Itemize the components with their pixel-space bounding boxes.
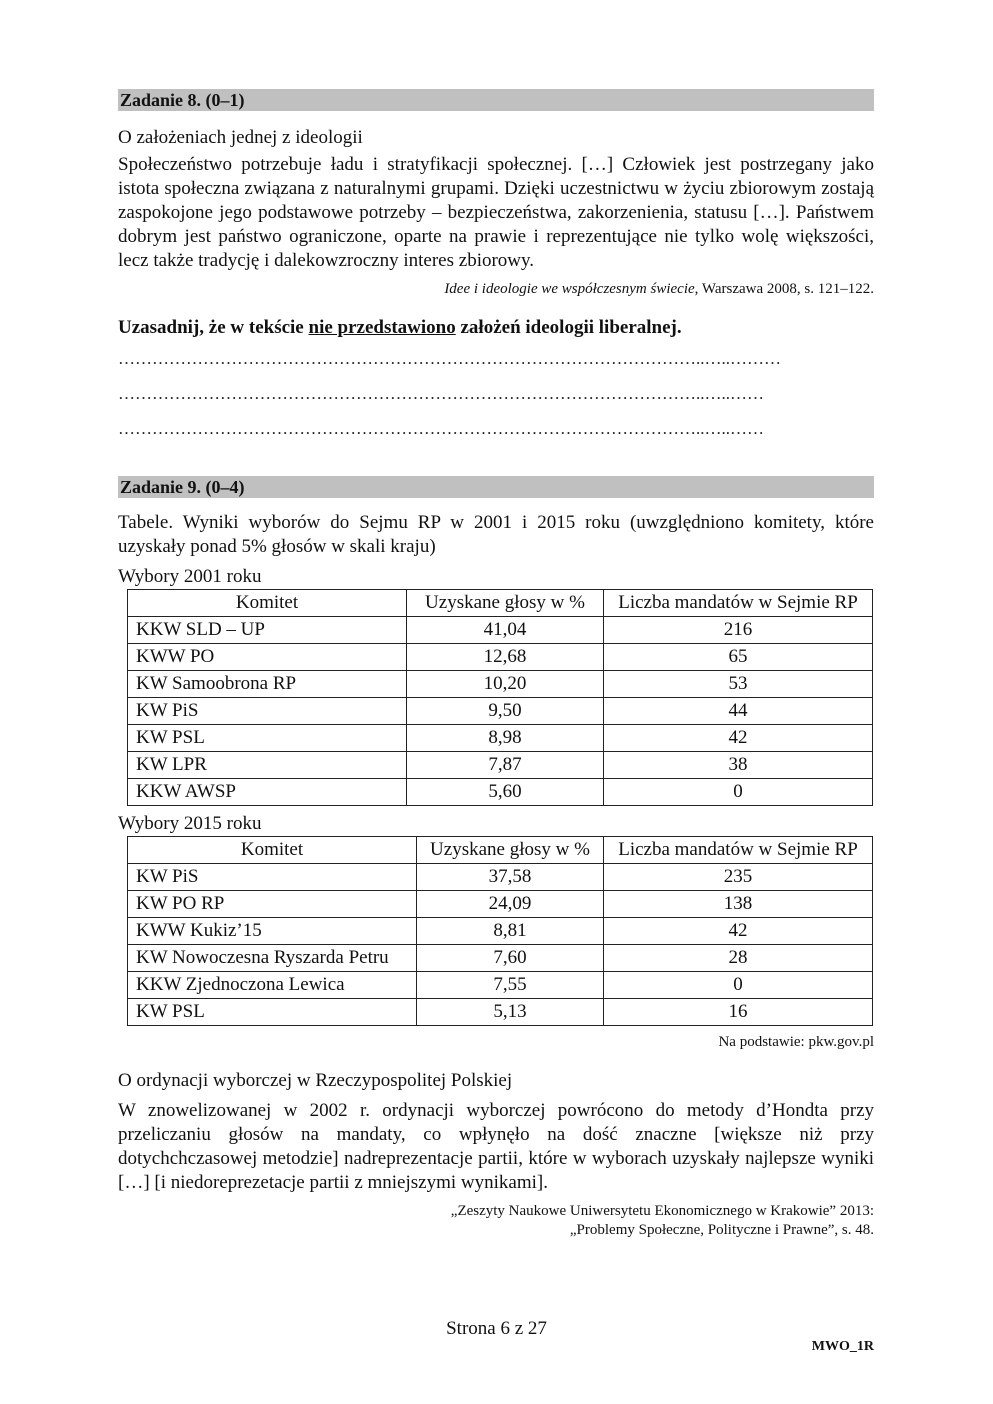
text2-source-line1: „Zeszyty Naukowe Uniwersytetu Ekonomicznego w Krakowie” 2013: xyxy=(450,1203,874,1219)
table-row xyxy=(128,779,873,806)
table-row xyxy=(128,752,873,779)
seats-cell: 138 xyxy=(604,891,873,918)
answer-line[interactable]: …………………………………………………………………………………………..…..……… xyxy=(118,349,781,368)
vote-percent-cell: 7,55 xyxy=(417,972,604,999)
committee-cell: KW Nowoczesna Ryszarda Petru xyxy=(128,945,417,972)
seats-cell: 42 xyxy=(604,918,873,945)
column-header: Uzyskane głosy w % xyxy=(417,837,604,864)
table-header-row xyxy=(128,590,873,617)
committee-cell: KW LPR xyxy=(128,752,407,779)
vote-percent-cell: 8,98 xyxy=(407,725,604,752)
task8-source-rest: , Warszawa 2008, s. 121–122. xyxy=(694,281,874,297)
table-row xyxy=(128,972,873,999)
committee-cell: KKW Zjednoczona Lewica xyxy=(128,972,417,999)
table-row xyxy=(128,725,873,752)
committee-cell: KW Samoobrona RP xyxy=(128,671,407,698)
vote-percent-cell: 37,58 xyxy=(417,864,604,891)
task8-body: Społeczeństwo potrzebuje ładu i stratyfikacji społecznej. […] Człowiek jest postrzegany jako istota społeczna związana z naturalnymi grupami. Dzięki uczestnictwu w życiu zbiorowym zostają zaspokojone jego podstawowe potrzeby – bezpieczeństwa, zakorzenienia, statusu […]. Państwem dobrym jest państwo ograniczone, oparte na prawie i reprezentujące nie tylko wolę większości, lecz także tradycję i dalekowzroczny interes zbiorowy. xyxy=(118,154,874,271)
committee-cell: KWW Kukiz’15 xyxy=(128,918,417,945)
table-row xyxy=(128,891,873,918)
table2015-caption: Wybory 2015 roku xyxy=(118,813,262,834)
task8-intro: O założeniach jednej z ideologii xyxy=(118,127,363,148)
seats-cell: 38 xyxy=(604,752,873,779)
seats-cell: 16 xyxy=(604,999,873,1026)
column-header: Komitet xyxy=(128,837,417,864)
committee-cell: KW PO RP xyxy=(128,891,417,918)
seats-cell: 235 xyxy=(604,864,873,891)
task8-question-post: założeń ideologii liberalnej. xyxy=(455,317,682,338)
committee-cell: KKW SLD – UP xyxy=(128,617,407,644)
vote-percent-cell: 41,04 xyxy=(407,617,604,644)
vote-percent-cell: 10,20 xyxy=(407,671,604,698)
vote-percent-cell: 7,60 xyxy=(417,945,604,972)
task8-header: Zadanie 8. (0–1) xyxy=(118,89,874,111)
column-header: Liczba mandatów w Sejmie RP xyxy=(604,590,873,617)
task8-question-underlined: nie przedstawiono xyxy=(308,317,456,338)
vote-percent-cell: 12,68 xyxy=(407,644,604,671)
task9-intro: Tabele. Wyniki wyborów do Sejmu RP w 2001 i 2015 roku (uwzględniono komitety, które uzyskały ponad 5% głosów w skali kraju) xyxy=(118,512,874,557)
committee-cell: KKW AWSP xyxy=(128,779,407,806)
answer-line[interactable]: …………………………………………………………………………………………..…..…… xyxy=(118,384,764,403)
text2-source-line2: „Problemy Społeczne, Polityczne i Prawne”, s. 48. xyxy=(569,1222,874,1238)
committee-cell: KWW PO xyxy=(128,644,407,671)
table-row xyxy=(128,999,873,1026)
column-header: Uzyskane głosy w % xyxy=(407,590,604,617)
task8-source-title: Idee i ideologie we współczesnym świecie xyxy=(444,281,695,297)
seats-cell: 216 xyxy=(604,617,873,644)
table-row xyxy=(128,617,873,644)
answer-area[interactable] xyxy=(118,349,874,439)
text2-body: W znowelizowanej w 2002 r. ordynacji wyborczej powrócono do metody d’Hondta przy przeliczaniu głosów na mandaty, co wpłynęło na dość znaczne [większe niż przy dotychchczasowej metodzie] nadreprezentacje partii, które w wyborach uzyskały najlepsze wyniki […] [i niedoreprezetacje partii z mniejszymi wynikami]. xyxy=(118,1100,874,1193)
table-row xyxy=(128,864,873,891)
text2-title: O ordynacji wyborczej w Rzeczypospolitej Polskiej xyxy=(118,1070,513,1091)
task9-header: Zadanie 9. (0–4) xyxy=(118,476,874,498)
committee-cell: KW PiS xyxy=(128,864,417,891)
seats-cell: 0 xyxy=(604,779,873,806)
seats-cell: 28 xyxy=(604,945,873,972)
seats-cell: 65 xyxy=(604,644,873,671)
column-header: Liczba mandatów w Sejmie RP xyxy=(604,837,873,864)
table-row xyxy=(128,945,873,972)
vote-percent-cell: 5,60 xyxy=(407,779,604,806)
vote-percent-cell: 5,13 xyxy=(417,999,604,1026)
answer-line[interactable]: …………………………………………………………………………………………..…..…… xyxy=(118,419,764,438)
vote-percent-cell: 8,81 xyxy=(417,918,604,945)
committee-cell: KW PSL xyxy=(128,999,417,1026)
table2001-caption: Wybory 2001 roku xyxy=(118,566,262,587)
table-row xyxy=(128,671,873,698)
table-row xyxy=(128,698,873,725)
task8-source xyxy=(118,280,874,299)
committee-cell: KW PiS xyxy=(128,698,407,725)
table-header-row xyxy=(128,837,873,864)
vote-percent-cell: 7,87 xyxy=(407,752,604,779)
tables-source: Na podstawie: pkw.gov.pl xyxy=(718,1034,874,1050)
vote-percent-cell: 9,50 xyxy=(407,698,604,725)
task8-question xyxy=(118,316,874,340)
committee-cell: KW PSL xyxy=(128,725,407,752)
seats-cell: 53 xyxy=(604,671,873,698)
vote-percent-cell: 24,09 xyxy=(417,891,604,918)
exam-page xyxy=(118,89,874,1240)
page-number: Strona 6 z 27 xyxy=(446,1318,547,1339)
table-row xyxy=(128,644,873,671)
seats-cell: 0 xyxy=(604,972,873,999)
results-table-2015 xyxy=(127,836,873,1026)
exam-code: MWO_1R xyxy=(811,1339,874,1354)
results-table-2001 xyxy=(127,589,873,806)
seats-cell: 42 xyxy=(604,725,873,752)
column-header: Komitet xyxy=(128,590,407,617)
task8-question-pre: Uzasadnij, że w tekście xyxy=(118,317,309,338)
table-row xyxy=(128,918,873,945)
seats-cell: 44 xyxy=(604,698,873,725)
